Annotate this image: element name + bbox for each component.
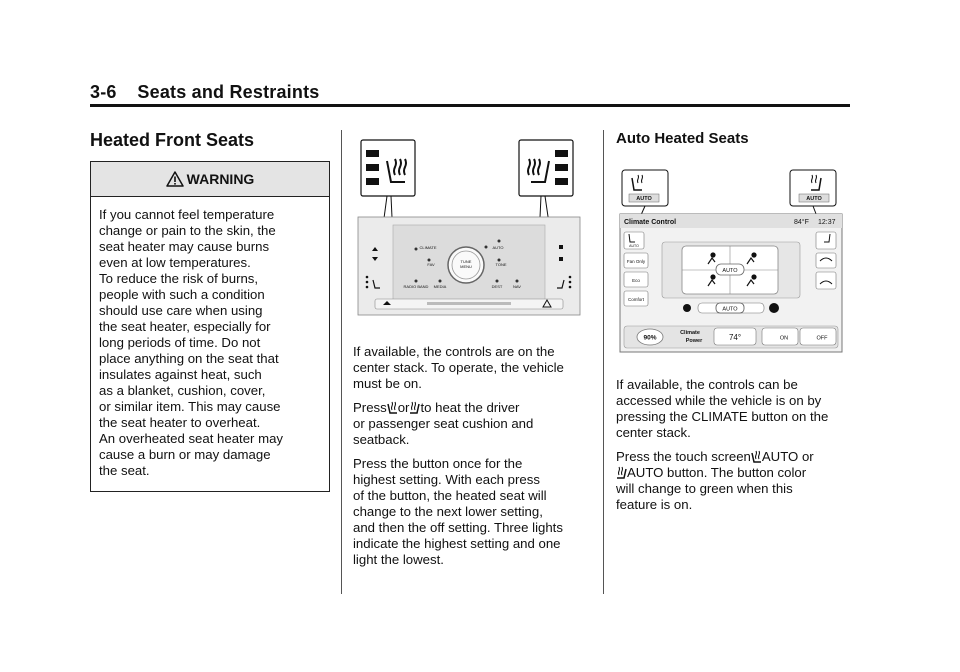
column-1 xyxy=(90,130,330,478)
col2-p3-line: light the lowest. xyxy=(353,552,444,567)
seat-heat-driver-icon xyxy=(751,450,762,463)
climate-button-label[interactable]: CLIMATE xyxy=(419,245,437,250)
heat-light xyxy=(555,164,568,171)
auto-small-label: AUTO xyxy=(629,244,639,248)
col2-p3-line: Press the button once for the xyxy=(353,456,523,471)
warning-line: the seat heater, especially for xyxy=(99,319,271,334)
section-title: Auto Heated Seats xyxy=(616,130,749,147)
warning-line: even at low temperatures. xyxy=(99,255,251,270)
fan-only-label: Fan Only xyxy=(626,259,646,264)
col2-p3-line: of the button, the heated seat will xyxy=(353,488,547,503)
col3-p2-line: feature is on. xyxy=(616,497,693,512)
screen-title: Climate Control xyxy=(624,219,677,226)
auto-heat-passenger-button[interactable] xyxy=(816,232,836,249)
heat-light xyxy=(555,178,568,185)
col2-p3-line: and then the off setting. Three lights xyxy=(353,520,563,535)
p2a: Press the touch screen xyxy=(616,449,751,464)
dest-button-label[interactable]: DEST xyxy=(491,284,503,289)
fan-percent: 90% xyxy=(643,334,657,342)
climate-power-label-2: Power xyxy=(685,338,703,344)
col2-p2-line: seatback. xyxy=(353,432,410,447)
fan-low-icon[interactable] xyxy=(683,304,691,312)
warning-line: change or pain to the skin, the xyxy=(99,223,276,238)
warning-line: as a blanket, cushion, cover, xyxy=(99,383,266,398)
heat-light xyxy=(555,150,568,157)
header-rule xyxy=(90,104,850,107)
warning-label: WARNING xyxy=(186,171,255,187)
seat-heat-passenger-icon xyxy=(409,401,420,414)
warning-line: An overheated seat heater may xyxy=(99,431,284,446)
col2-p3-line: change to the next lower setting, xyxy=(353,504,543,519)
warning-line: cause a burn or may damage xyxy=(99,447,271,462)
menu-label: MENU xyxy=(460,264,472,269)
col3-p1-line: If available, the controls can be xyxy=(616,377,798,392)
nav-button-label[interactable]: NAV xyxy=(513,284,521,289)
center-stack-figure xyxy=(353,137,585,317)
tone-button-label[interactable]: TONE xyxy=(495,262,507,267)
off-label: OFF xyxy=(816,335,828,342)
or-word: or xyxy=(397,400,410,415)
warning-header xyxy=(91,162,329,197)
warning-line: place anything on the seat that xyxy=(99,351,279,366)
col3-p2-line: will change to green when this xyxy=(616,481,793,496)
heat-light xyxy=(366,178,379,185)
warning-line: insulates against heat, such xyxy=(99,367,262,382)
on-label: ON xyxy=(779,335,789,342)
col2-p2-line1 xyxy=(353,400,591,416)
col3-p1-line: pressing the CLIMATE button on the xyxy=(616,409,829,424)
warning-line: If you cannot feel temperature xyxy=(99,207,275,222)
media-button-label[interactable]: MEDIA xyxy=(433,284,447,289)
comfort-label: Comfort xyxy=(627,297,645,302)
p2-rest: to heat the driver xyxy=(420,400,520,415)
column-3 xyxy=(616,130,856,512)
tune-label: TUNE xyxy=(460,259,472,264)
p2b: AUTO or xyxy=(761,449,814,464)
warning-line: should use care when using xyxy=(99,303,263,318)
col2-p2-line: or passenger seat cushion and xyxy=(353,416,534,431)
section-title: Heated Front Seats xyxy=(90,130,255,150)
warning-line: the seat heater to overheat. xyxy=(99,415,261,430)
col2-p3-line: indicate the highest setting and one xyxy=(353,536,561,551)
chapter-title: 3-6 Seats and Restraints xyxy=(90,82,320,102)
col3-p2-line1 xyxy=(616,449,856,465)
column-divider-1 xyxy=(341,130,342,594)
p2c: AUTO button. The button color xyxy=(627,465,807,480)
climate-power-label-1: Climate xyxy=(680,330,700,336)
auto-left-label: AUTO xyxy=(636,196,652,202)
page-header xyxy=(90,82,850,106)
warning-line: To reduce the risk of burns, xyxy=(99,271,259,286)
column-divider-2 xyxy=(603,130,604,594)
center-auto-label-1: AUTO xyxy=(722,268,738,274)
warning-line: seat heater may cause burns xyxy=(99,239,270,254)
col2-p1-line: center stack. To operate, the vehicle xyxy=(353,360,564,375)
clock: 12:37 xyxy=(818,219,836,226)
col3-p2-line2 xyxy=(616,465,856,481)
col3-p1-line: center stack. xyxy=(616,425,691,440)
col2-p1-line: must be on. xyxy=(353,376,422,391)
col3-p1-line: accessed while the vehicle is on by xyxy=(616,393,822,408)
fav-button-label[interactable]: FAV xyxy=(427,262,435,267)
press-word: Press xyxy=(353,400,387,415)
warning-line: long periods of time. Do not xyxy=(99,335,261,350)
warning-line: people with such a condition xyxy=(99,287,265,302)
set-temp: 74° xyxy=(728,333,742,342)
warning-triangle-icon xyxy=(166,171,184,187)
seat-heat-driver-icon xyxy=(387,401,398,414)
warning-line: or similar item. This may cause xyxy=(99,399,281,414)
eco-label: Eco xyxy=(632,278,640,283)
col2-p3-line: highest setting. With each press xyxy=(353,472,540,487)
center-auto-label-2: AUTO xyxy=(722,306,738,313)
auto-button-label[interactable]: AUTO xyxy=(492,245,504,250)
recirc-button[interactable] xyxy=(816,253,836,268)
warning-line: the seat. xyxy=(99,463,150,478)
radio-band-button-label[interactable]: RADIO BAND xyxy=(403,284,429,289)
warning-box xyxy=(90,161,330,492)
col2-p1-line: If available, the controls are on the xyxy=(353,344,555,359)
heat-light xyxy=(366,150,379,157)
auto-right-label: AUTO xyxy=(806,196,822,202)
warning-body xyxy=(91,197,329,479)
seat-heat-passenger-icon xyxy=(616,466,627,479)
heat-light xyxy=(366,164,379,171)
climate-screen-figure xyxy=(616,166,846,354)
fan-high-icon[interactable] xyxy=(769,303,779,313)
outside-temp: 84°F xyxy=(794,219,809,226)
